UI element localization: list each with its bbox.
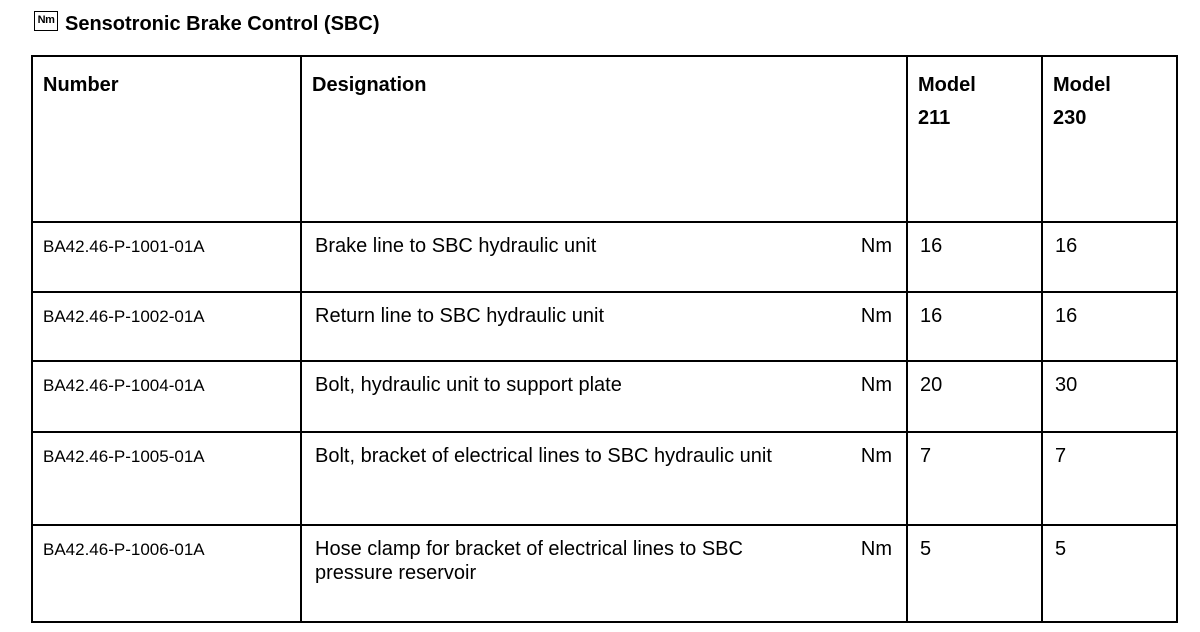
page-title — [34, 11, 379, 37]
title-text: Sensotronic Brake Control (SBC) — [65, 12, 380, 35]
unit-label: Nm — [860, 445, 892, 467]
cell-number: BA42.46-P-1004-01A — [32, 361, 301, 432]
cell-designation: Return line to SBC hydraulic unit Nm — [301, 292, 907, 361]
cell-model-230: 7 — [1042, 432, 1177, 525]
unit-label: Nm — [860, 538, 892, 560]
cell-designation: Bolt, hydraulic unit to support plate Nm — [301, 361, 907, 432]
torque-nm-icon: Nm — [34, 11, 58, 31]
torque-spec-table — [31, 55, 1178, 623]
unit-label: Nm — [860, 374, 892, 396]
cell-model-230: 5 — [1042, 525, 1177, 622]
unit-label: Nm — [860, 235, 892, 257]
cell-number: BA42.46-P-1005-01A — [32, 432, 301, 525]
column-header-model-230: Model 230 — [1042, 56, 1177, 222]
cell-designation: Brake line to SBC hydraulic unit Nm — [301, 222, 907, 292]
cell-number: BA42.46-P-1002-01A — [32, 292, 301, 361]
table-row — [32, 361, 1177, 432]
table-header-row — [32, 56, 1177, 222]
table-row — [32, 525, 1177, 622]
cell-model-211: 5 — [907, 525, 1042, 622]
cell-model-211: 20 — [907, 361, 1042, 432]
column-header-designation: Designation — [301, 56, 907, 222]
cell-model-211: 16 — [907, 222, 1042, 292]
table-row — [32, 292, 1177, 361]
table-row — [32, 432, 1177, 525]
column-header-number: Number — [32, 56, 301, 222]
cell-designation: Bolt, bracket of electrical lines to SBC hydraulic unit Nm — [301, 432, 907, 525]
cell-model-230: 16 — [1042, 292, 1177, 361]
cell-number: BA42.46-P-1001-01A — [32, 222, 301, 292]
cell-model-211: 16 — [907, 292, 1042, 361]
cell-model-230: 16 — [1042, 222, 1177, 292]
cell-model-211: 7 — [907, 432, 1042, 525]
cell-model-230: 30 — [1042, 361, 1177, 432]
table-row — [32, 222, 1177, 292]
unit-label: Nm — [860, 305, 892, 327]
cell-number: BA42.46-P-1006-01A — [32, 525, 301, 622]
column-header-model-211: Model 211 — [907, 56, 1042, 222]
cell-designation: Hose clamp for bracket of electrical lines to SBC pressure reservoir Nm — [301, 525, 907, 622]
